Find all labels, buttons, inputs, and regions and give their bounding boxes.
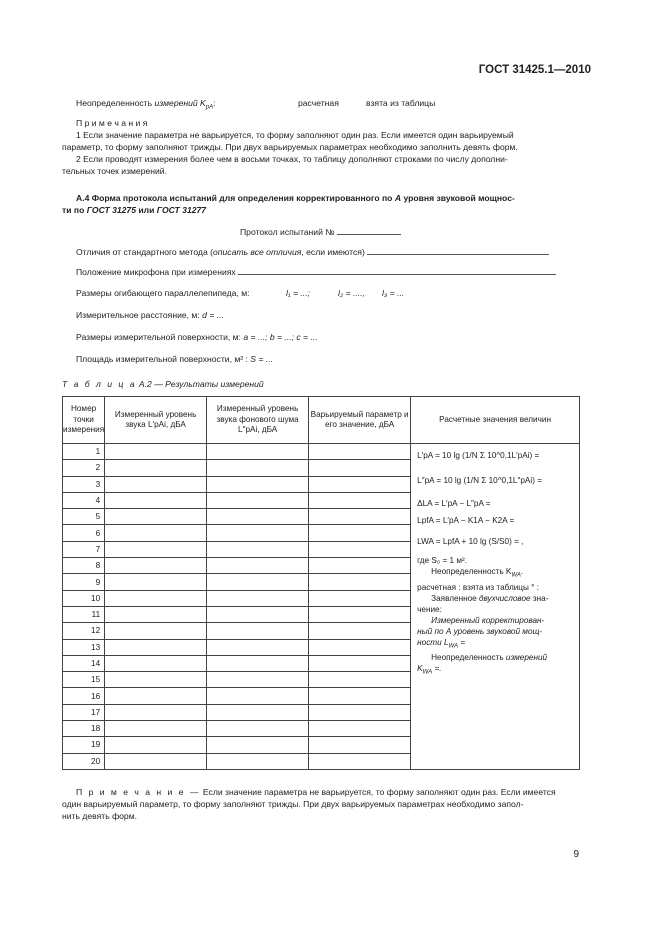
parameter-cell[interactable] [309, 623, 411, 639]
area-line [76, 353, 273, 366]
measured-line-1: Измеренный корректирован- [431, 615, 545, 625]
background-cell[interactable] [207, 590, 309, 606]
protocol-number-field[interactable] [337, 225, 401, 235]
background-cell[interactable] [207, 558, 309, 574]
measured-cell[interactable] [105, 574, 207, 590]
declared-line-2: чение: [417, 604, 442, 614]
parameter-cell[interactable] [309, 704, 411, 720]
parameter-cell[interactable] [309, 492, 411, 508]
measured-3-sub: WA [448, 643, 459, 650]
s0-line: где S₀ = 1 м². [417, 556, 468, 565]
col-background-level: Измеренный уровень звука фонового шума L″pAi, дБА [207, 397, 309, 444]
section-title-line2 [62, 204, 206, 217]
table-caption-a: Т а б л и ц а [62, 379, 137, 389]
point-number: 4 [63, 492, 105, 508]
measured-cell[interactable] [105, 460, 207, 476]
point-number: 8 [63, 558, 105, 574]
point-number: 18 [63, 721, 105, 737]
surf-label: Размеры измерительной поверхности, м: [76, 332, 241, 342]
unc-italic: измерений [505, 653, 548, 663]
point-number: 17 [63, 704, 105, 720]
formula-5 [417, 536, 574, 547]
section-line1-post: уровня звуковой мощнос- [403, 193, 515, 203]
background-cell[interactable] [207, 509, 309, 525]
kwa-sub: WA [511, 572, 521, 579]
measured-cell[interactable] [105, 753, 207, 769]
bottom-note-lead: П р и м е ч а н и е — [76, 787, 201, 797]
table-caption [62, 378, 264, 391]
table-option: взята из таблицы [366, 98, 436, 108]
mic-label: Положение микрофона при измерениях [76, 267, 236, 277]
measured-cell[interactable] [105, 737, 207, 753]
measured-cell[interactable] [105, 721, 207, 737]
background-cell[interactable] [207, 574, 309, 590]
section-line1-pre: А.4 Форма протокола испытаний для определения корректированного по [76, 193, 393, 203]
parameter-cell[interactable] [309, 688, 411, 704]
measured-cell[interactable] [105, 623, 207, 639]
point-number: 19 [63, 737, 105, 753]
unc-line [417, 652, 574, 663]
point-number: 1 [63, 444, 105, 460]
formula-4: LpfA = L′pA − K1A − K2A = [417, 516, 515, 525]
note-1a: 1 Если значение параметра не варьируется, то форму заполняют один раз. Если имеется один варьируемый [76, 130, 514, 140]
calc-option: расчетная [298, 98, 339, 108]
measured-cell[interactable] [105, 492, 207, 508]
parameter-cell[interactable] [309, 444, 411, 460]
measured-cell[interactable] [105, 704, 207, 720]
point-number: 10 [63, 590, 105, 606]
point-number: 9 [63, 574, 105, 590]
background-cell[interactable] [207, 541, 309, 557]
point-number: 2 [63, 460, 105, 476]
parameter-cell[interactable] [309, 753, 411, 769]
background-cell[interactable] [207, 476, 309, 492]
diff-post: , если имеются) [301, 247, 365, 257]
mic-field[interactable] [238, 265, 556, 275]
background-cell[interactable] [207, 639, 309, 655]
measured-cell[interactable] [105, 655, 207, 671]
background-cell[interactable] [207, 704, 309, 720]
parameter-cell[interactable] [309, 525, 411, 541]
note-1b: параметр, то форму заполняют трижды. При двух варьируемых параметрах необходимо заполнить девять форм. [62, 142, 518, 152]
parameter-cell[interactable] [309, 590, 411, 606]
results-table [62, 396, 580, 770]
formula-2: L″pA = 10 lg (1/N Σ 10^0,1L″pAi) = [417, 476, 542, 485]
formula-block [417, 450, 574, 679]
diff-pre: Отличия от стандартного метода ( [76, 247, 213, 257]
parameter-cell[interactable] [309, 574, 411, 590]
kwa-post: . [520, 567, 524, 576]
bottom-note-line3: нить девять форм. [62, 811, 137, 821]
section-line2-pre: ти по [62, 205, 85, 215]
box-l2: l₂ = ...., [338, 288, 365, 298]
background-cell[interactable] [207, 623, 309, 639]
measured-cell[interactable] [105, 541, 207, 557]
uncertainty-italic: измерений K [154, 98, 206, 108]
background-cell[interactable] [207, 753, 309, 769]
measured-line-2: ный по А уровень звуковой мощ- [417, 626, 543, 636]
uncertainty-sub: pA [205, 104, 214, 111]
col-point-number: Номер точки измерения [63, 397, 105, 444]
background-cell[interactable] [207, 525, 309, 541]
point-number: 5 [63, 509, 105, 525]
background-cell[interactable] [207, 737, 309, 753]
point-number: 13 [63, 639, 105, 655]
unc-sub: WA [422, 669, 433, 676]
col-variable-parameter: Варьируемый параметр и его значение, дБА [309, 397, 411, 444]
section-std1: ГОСТ 31275 [86, 205, 136, 215]
box-l3: l₃ = ... [382, 288, 405, 298]
measured-3-text: ности L [417, 637, 449, 647]
uncertainty-line [76, 97, 596, 115]
point-number: 6 [63, 525, 105, 541]
area-label: Площадь измерительной поверхности, м² : [76, 354, 248, 364]
measured-cell[interactable] [105, 558, 207, 574]
surf-value: a = ...; b = ...; c = ... [243, 332, 318, 342]
parameter-cell[interactable] [309, 672, 411, 688]
measured-cell[interactable] [105, 525, 207, 541]
kwa-line [417, 566, 574, 582]
measured-cell[interactable] [105, 444, 207, 460]
diff-field[interactable] [367, 245, 549, 255]
background-cell[interactable] [207, 688, 309, 704]
declared-line [417, 593, 574, 604]
diff-italic: описать все отличия [212, 247, 302, 257]
box-l1: l₁ = ...; [286, 288, 310, 298]
formula-5-text: LWA = LpfA + 10 lg (S/S0) = [417, 537, 519, 546]
unc-post: =. [432, 664, 442, 674]
point-number: 7 [63, 541, 105, 557]
measured-line-3 [417, 637, 574, 653]
background-cell[interactable] [207, 492, 309, 508]
uncertainty-colon: : [213, 98, 216, 108]
unc-k: K [417, 664, 423, 674]
background-cell[interactable] [207, 721, 309, 737]
uncertainty-label: Неопределенность [76, 98, 153, 108]
parameter-cell[interactable] [309, 476, 411, 492]
background-cell[interactable] [207, 444, 309, 460]
parameter-cell[interactable] [309, 721, 411, 737]
surf-line [76, 331, 318, 344]
point-number: 15 [63, 672, 105, 688]
protocol-title [240, 225, 401, 239]
box-line [76, 287, 556, 300]
dist-value: d = ... [202, 310, 224, 320]
point-number: 16 [63, 688, 105, 704]
section-or: или [138, 205, 155, 215]
box-label: Размеры огибающего параллелепипеда, м: [76, 288, 250, 298]
table-row [63, 444, 580, 460]
parameter-cell[interactable] [309, 509, 411, 525]
declared-pre: Заявленное [431, 593, 477, 603]
point-number: 11 [63, 606, 105, 622]
notes-title: П р и м е ч а н и я [76, 118, 148, 128]
col-measured-level: Измеренный уровень звука L′pAi, дБА [105, 397, 207, 444]
declared-post: зна- [532, 593, 549, 603]
formula-5-comma: , [521, 537, 524, 546]
measured-cell[interactable] [105, 509, 207, 525]
unc-line-2 [417, 663, 574, 679]
parameter-cell[interactable] [309, 460, 411, 476]
formula-3: ΔLA = L′pA − L″pA = [417, 499, 491, 508]
measured-cell[interactable] [105, 606, 207, 622]
formula-1: L′pA = 10 lg (1/N Σ 10^0,1L′pAi) = [417, 451, 540, 460]
calc-line: расчетная : взята из таблицы ° : [417, 582, 539, 592]
table-caption-b: А.2 — Результаты измерений [138, 379, 264, 389]
measured-cell[interactable] [105, 476, 207, 492]
section-line1-a: А [394, 193, 402, 203]
measured-cell[interactable] [105, 688, 207, 704]
standard-header: ГОСТ 31425.1—2010 [478, 64, 591, 76]
table-header-row [63, 397, 580, 444]
formula-cell [411, 444, 580, 770]
parameter-cell[interactable] [309, 558, 411, 574]
protocol-title-text: Протокол испытаний № [240, 227, 335, 237]
measured-3-eq: = [458, 637, 466, 647]
background-cell[interactable] [207, 655, 309, 671]
background-cell[interactable] [207, 460, 309, 476]
point-number: 14 [63, 655, 105, 671]
point-number: 12 [63, 623, 105, 639]
unc-pre: Неопределенность [431, 653, 504, 663]
kwa-pre: Неопределенность K [431, 567, 512, 576]
area-value: S = ... [250, 354, 273, 364]
dist-line [76, 309, 224, 322]
background-cell[interactable] [207, 606, 309, 622]
page-number: 9 [573, 849, 579, 860]
parameter-cell[interactable] [309, 541, 411, 557]
measured-cell[interactable] [105, 590, 207, 606]
dist-label: Измерительное расстояние, м: [76, 310, 200, 320]
measured-cell[interactable] [105, 672, 207, 688]
note-2a: 2 Если проводят измерения более чем в восьми точках, то таблицу дополняют строками по числу дополни- [76, 154, 508, 164]
col-calculated-values: Расчетные значения величин [411, 397, 580, 444]
background-cell[interactable] [207, 672, 309, 688]
section-std2: ГОСТ 31277 [156, 205, 207, 215]
point-number: 3 [63, 476, 105, 492]
measured-cell[interactable] [105, 639, 207, 655]
parameter-cell[interactable] [309, 639, 411, 655]
bottom-note-a: Если значение параметра не варьируется, то форму заполняют один раз. Если имеется [202, 787, 556, 797]
declared-italic: двухчисловое [479, 593, 531, 603]
point-number: 20 [63, 753, 105, 769]
note-2b: тельных точек измерений. [62, 166, 167, 176]
parameter-cell[interactable] [309, 655, 411, 671]
bottom-note-line2: один варьируемый параметр, то форму заполняют трижды. При двух варьируемых параметрах необходимо запол- [62, 799, 524, 809]
parameter-cell[interactable] [309, 737, 411, 753]
diff-line [76, 245, 549, 259]
mic-line [76, 265, 556, 279]
parameter-cell[interactable] [309, 606, 411, 622]
